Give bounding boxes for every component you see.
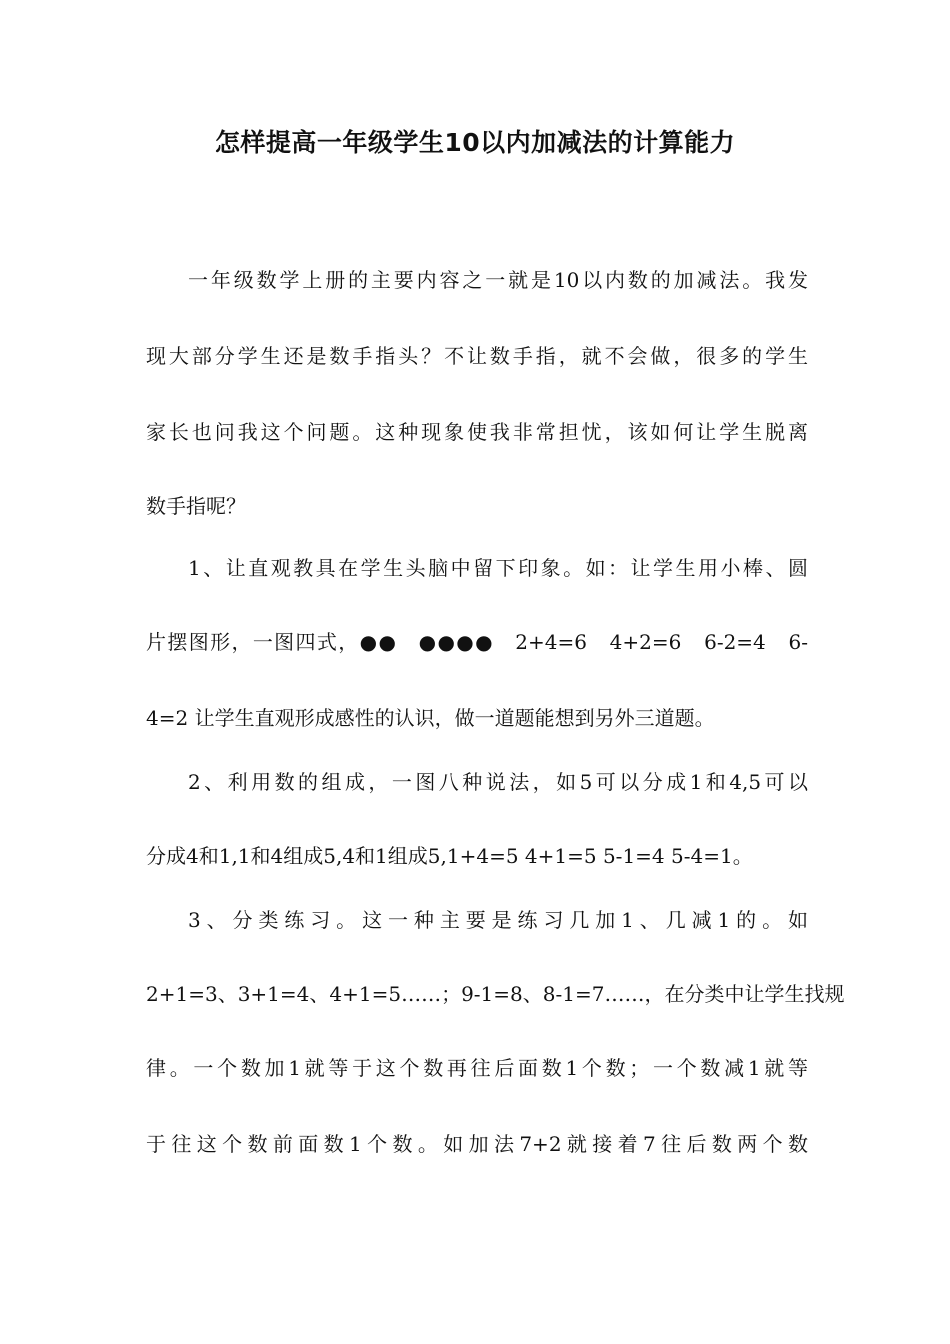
- paragraph-line: 一年级数学上册的主要内容之一就是10以内数的加减法。我发: [188, 268, 808, 292]
- paragraph-line: 分成4和1,1和4组成5,4和1组成5,1+4=5 4+1=5 5-1=4 5-4=1。: [146, 844, 753, 868]
- paragraph-line: 2、利用数的组成，一图八种说法，如5可以分成1和4,5可以: [188, 770, 808, 794]
- paragraph-line: 1、让直观教具在学生头脑中留下印象。如：让学生用小棒、圆: [188, 556, 808, 580]
- paragraph-line: 3、分类练习。这一种主要是练习几加1、几减1的。如: [188, 908, 808, 932]
- paragraph-line: 于往这个数前面数1个数。如加法7+2就接着7往后数两个数: [146, 1132, 808, 1156]
- document-title: 怎样提高一年级学生10以内加减法的计算能力: [214, 128, 736, 157]
- paragraph-line: 家长也问我这个问题。这种现象使我非常担忧，该如何让学生脱离: [146, 420, 808, 444]
- paragraph-line: 现大部分学生还是数手指头？不让数手指，就不会做，很多的学生: [146, 344, 808, 368]
- paragraph-line: 2+1=3、3+1=4、4+1=5……；9-1=8、8-1=7……，在分类中让学生找规: [146, 982, 845, 1006]
- paragraph-line: 片摆图形，一图四式，●● ●●●● 2+4=6 4+2=6 6-2=4 6-: [146, 630, 808, 654]
- paragraph-line: 律。一个数加1就等于这个数再往后面数1个数；一个数减1就等: [146, 1056, 808, 1080]
- paragraph-line: 4=2 让学生直观形成感性的认识，做一道题能想到另外三道题。: [146, 706, 715, 730]
- paragraph-line: 数手指呢？: [146, 494, 246, 518]
